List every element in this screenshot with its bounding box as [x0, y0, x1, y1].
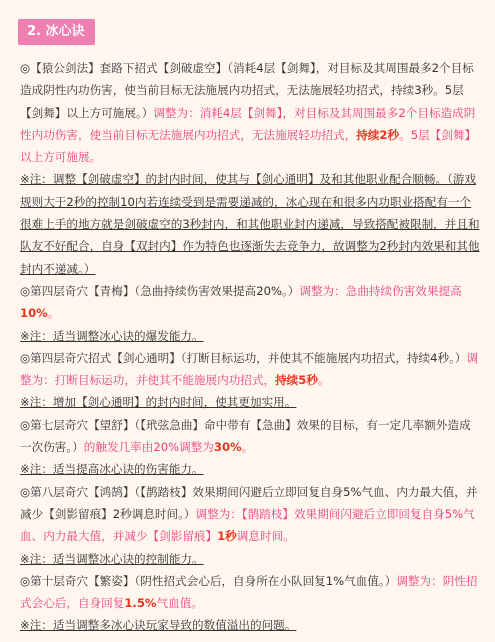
- adjusted-text: 的触发几率由20%调整为: [83, 440, 214, 455]
- note-text: ※注：适当提高冰心诀的伤害能力。: [20, 462, 204, 477]
- entry-honghu: [20, 481, 482, 548]
- note-text: ※注：适当调整多冰心诀玩家导致的数值溢出的问题。: [20, 618, 297, 633]
- note: [20, 325, 482, 347]
- note: [20, 458, 482, 480]
- highlight-value: 持续5秒: [275, 373, 318, 388]
- note: [20, 548, 482, 570]
- entry-qingmei: [20, 280, 482, 325]
- highlight-value: 1秒: [217, 529, 237, 544]
- adjusted-text: 调整为：打断目标运功，并使其不能施展内功招式，: [20, 350, 479, 388]
- entry-fanzi: [20, 570, 482, 615]
- note-text: ※注：调整【剑破虚空】的封内时间，使其与【剑心通明】及和其他职业配合顺畅。（游戏规则大于2秒的控制10内若连续受到是需要递减的，冰心现在和很多内功职业搭配有一个很难上手的地方就是剑破虚空的3秒封内，和其他职业封内递减，导致搭配被限制，并且和队友不好配合，自身【双封内】作为特色也逐渐失去竞争力，故调整为2秒封内效果和其他封内不递减。）: [20, 172, 480, 276]
- note: [20, 391, 482, 413]
- adjusted-text-end: 。: [241, 440, 254, 455]
- highlight-value: 30%: [213, 440, 242, 455]
- original-text: ◎第八层奇穴【鸿鹄】（【鹊踏枝】效果期间闪避后立即回复自身5%气血、内力最大值，并减少【剑影留痕】2秒调息时间。）: [20, 484, 478, 521]
- adjusted-text-end: 。: [47, 306, 60, 321]
- note-text: ※注：适当调整冰心诀的爆发能力。: [20, 328, 204, 343]
- adjusted-text-end: 调息时间。: [236, 529, 295, 544]
- adjusted-text: 调整为：【鹊踏枝】效果期间闪避后立即回复自身5%气血、内力最大值，并减少【剑影留痕】: [20, 506, 475, 544]
- original-text: ◎第四层奇穴【青梅】（急曲持续伤害效果提高20%。）: [20, 283, 300, 298]
- note: [20, 614, 482, 636]
- entry-jianxin: [20, 347, 482, 392]
- adjusted-text-end: 。5层【剑舞】以上方可施展。: [20, 127, 477, 165]
- adjusted-text: 调整为：阴性招式会心后，自身回复: [20, 573, 478, 611]
- original-text: ◎第七层奇穴【望舒】（【玳弦急曲】命中带有【急曲】效果的目标，有一定几率额外造成一次伤害。）: [20, 417, 471, 455]
- adjusted-text: 调整为：急曲持续伤害效果提高: [299, 283, 462, 298]
- change-list: [20, 57, 482, 637]
- original-text: ◎第十层奇穴【繁姿】（阴性招式会心后，自身所在小队回复1%气血值。）: [20, 573, 397, 588]
- highlight-value: 10%: [20, 306, 48, 321]
- entry-jianpo: [20, 57, 482, 168]
- note-text: ※注：增加【剑心通明】的封内时间，使其更加实用。: [20, 395, 297, 410]
- entry-wangshu: [20, 414, 482, 459]
- note: [20, 168, 482, 279]
- highlight-value: 持续2秒: [356, 127, 400, 142]
- adjusted-text-end: 气血值。: [156, 596, 203, 611]
- adjusted-text-end: 。: [317, 373, 330, 388]
- adjusted-text: 调整为：消耗4层【剑舞】，对目标及其周围最多2个目标造成阴性内功伤害，使当前目标无法施展内功招式，无法施展轻功招式，: [20, 105, 476, 142]
- section-title: 2. 冰心诀: [18, 19, 95, 45]
- highlight-value: 1.5%: [124, 596, 157, 611]
- original-text: ◎【猿公剑法】套路下招式【剑破虚空】（消耗4层【剑舞】，对目标及其周围最多2个目标造成阴性内功伤害，使当前目标无法施展内功招式，无法施展轻功招式，持续3秒。5层【剑舞】以上方可施展。）: [20, 61, 474, 120]
- note-text: ※注：适当调整冰心诀的控制能力。: [20, 551, 204, 566]
- original-text: ◎第四层奇穴招式【剑心通明】（打断目标运功，并使其不能施展内功招式，持续4秒。）: [20, 350, 467, 365]
